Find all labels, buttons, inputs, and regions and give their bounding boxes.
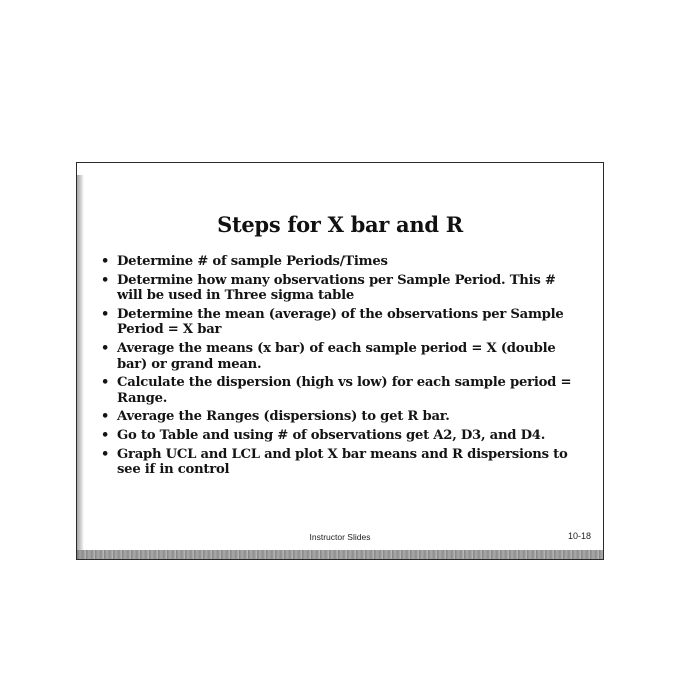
- bullet-text: Go to Table and using # of observations get A2, D3, and D4.: [117, 427, 546, 443]
- bullet-item: [99, 428, 577, 444]
- bullet-item: [99, 273, 577, 304]
- bullet-dot: •: [101, 375, 110, 391]
- slide-bottom-shadow: [77, 550, 603, 559]
- bullet-text: Graph UCL and LCL and plot X bar means and R dispersions to see if in control: [117, 446, 568, 478]
- bullet-text: Average the Ranges (dispersions) to get R bar.: [117, 409, 450, 425]
- bullet-dot: •: [101, 340, 110, 356]
- bullet-text: Calculate the dispersion (high vs low) for each sample period = Range.: [117, 375, 572, 406]
- bullet-item: [99, 254, 577, 270]
- bullet-text: Determine the mean (average) of the observations per Sample Period = X bar: [117, 306, 564, 338]
- bullet-item: [99, 341, 577, 372]
- bullet-dot: •: [101, 446, 110, 462]
- bullet-item: [99, 409, 577, 425]
- slide-title: Steps for X bar and R: [217, 212, 463, 237]
- slide-frame: [76, 162, 604, 560]
- bullet-dot: •: [101, 306, 110, 322]
- bullet-item: [99, 307, 577, 338]
- bullet-item: [99, 447, 577, 478]
- bullet-text: Determine # of sample Periods/Times: [117, 254, 388, 269]
- slide-number: 10-18: [567, 531, 591, 541]
- footer-label: Instructor Slides: [309, 532, 371, 542]
- bullet-text: Determine how many observations per Sample Period. This # will be used in Three sigma table: [117, 272, 556, 304]
- bullet-list: [99, 254, 577, 481]
- bullet-dot: •: [101, 409, 110, 425]
- bullet-item: [99, 375, 577, 406]
- bullet-dot: •: [101, 254, 110, 269]
- bullet-text: Average the means (x bar) of each sample period = X (double bar) or grand mean.: [117, 340, 556, 372]
- bullet-dot: •: [101, 427, 110, 443]
- bullet-dot: •: [101, 272, 110, 288]
